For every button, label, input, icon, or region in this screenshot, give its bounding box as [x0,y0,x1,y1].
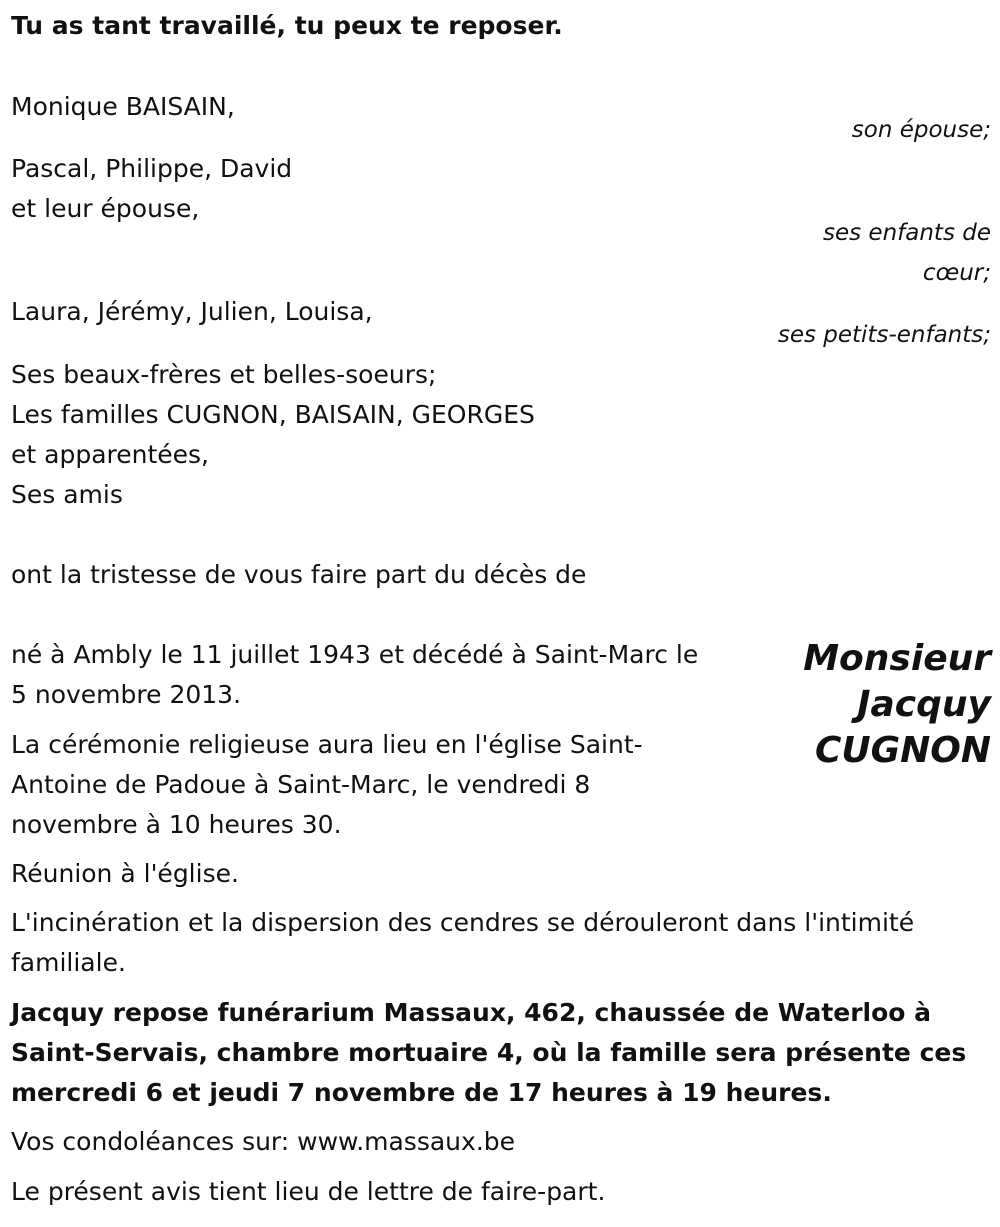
cremation-line-1: L'incinération et la dispersion des cendres se dérouleront dans l'intimité [11,908,915,937]
notice: Le présent avis tient lieu de lettre de faire-part. [11,1177,606,1206]
meeting: Réunion à l'église. [11,859,239,888]
wife-name: Monique BAISAIN, [11,92,235,121]
rest-line-2: Saint-Servais, chambre mortuaire 4, où la famille sera présente ces [11,1038,967,1067]
children-role-line2: cœur; [922,260,991,286]
condolences: Vos condoléances sur: www.massaux.be [11,1127,516,1156]
children-role-line1: ses enfants de [823,220,991,246]
grandchildren-role: ses petits-enfants; [777,322,991,348]
inlaws: Ses beaux-frères et belles-soeurs; [11,360,437,389]
rest-line-1: Jacquy repose funérarium Massaux, 462, chaussée de Waterloo à [11,998,932,1027]
motto: Tu as tant travaillé, tu peux te reposer. [11,11,563,40]
friends: Ses amis [11,480,123,509]
cremation-line-2: familiale. [11,948,126,977]
related: et apparentées, [11,440,209,469]
ceremony-line-3: novembre à 10 heures 30. [11,810,342,839]
deceased-first-name: Jacquy [857,684,991,725]
wife-role: son épouse; [851,117,991,143]
ceremony-line-2: Antoine de Padoue à Saint-Marc, le vendredi 8 [11,770,591,799]
deceased-title: Monsieur [803,638,991,679]
birth-line-2: 5 novembre 2013. [11,680,242,709]
families: Les familles CUGNON, BAISAIN, GEORGES [11,400,535,429]
ceremony-line-1: La cérémonie religieuse aura lieu en l'église Saint- [11,730,643,759]
announcement: ont la tristesse de vous faire part du décès de [11,560,587,589]
grandchildren-names: Laura, Jérémy, Julien, Louisa, [11,297,373,326]
children-names: Pascal, Philippe, David [11,154,293,183]
deceased-last-name: CUGNON [814,730,991,771]
birth-line-1: né à Ambly le 11 juillet 1943 et décédé à Saint-Marc le [11,640,699,669]
children-spouses: et leur épouse, [11,194,200,223]
deceased-name [803,636,991,774]
rest-line-3: mercredi 6 et jeudi 7 novembre de 17 heures à 19 heures. [11,1078,832,1107]
